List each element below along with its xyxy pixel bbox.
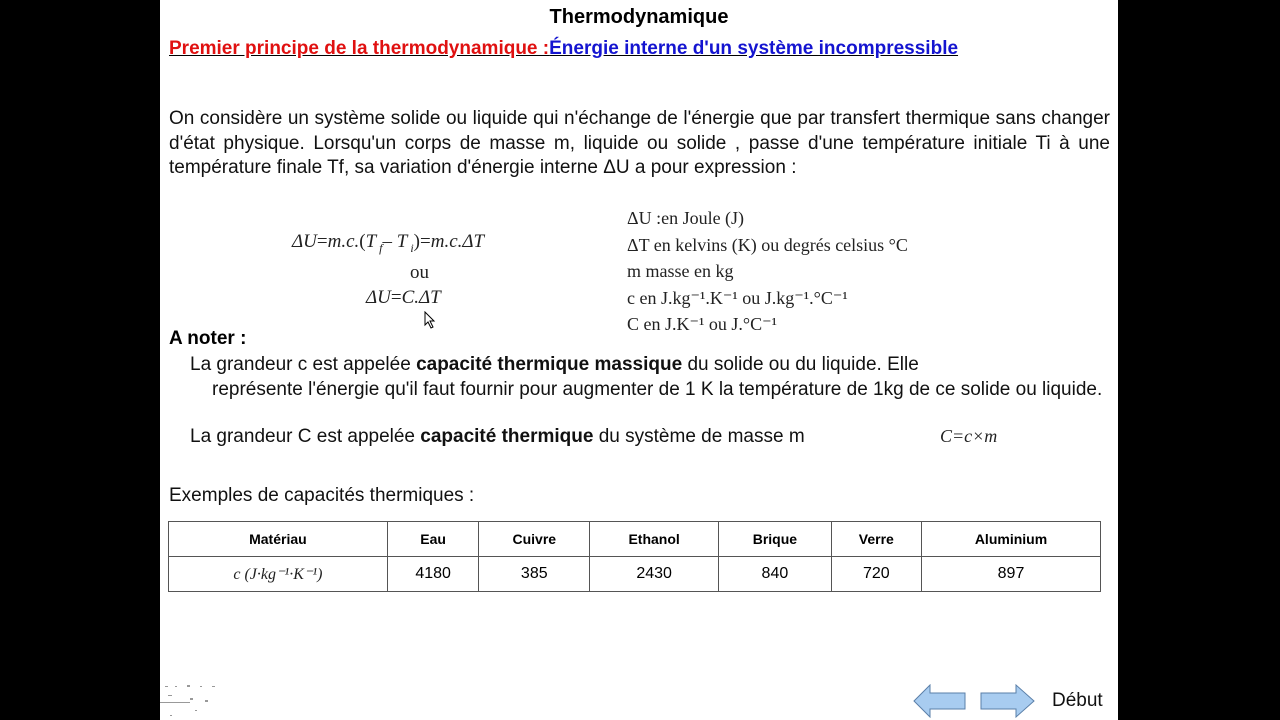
note1-continuation: représente l'énergie qu'il faut fournir pour augmenter de 1 K la température de 1kg de ce solide ou liquide. — [212, 378, 1103, 400]
value-cell: 385 — [479, 557, 590, 592]
row-label: c (J·kg⁻¹·K⁻¹) — [169, 557, 388, 592]
note-heading: A noter : — [169, 328, 247, 349]
arrow-right-icon[interactable] — [980, 684, 1036, 718]
note2-term: capacité thermique — [420, 426, 594, 447]
decorative-noise — [160, 680, 230, 720]
mouse-cursor-icon — [424, 311, 436, 329]
note2-text-end: du système de masse m — [593, 426, 805, 447]
value-cell: 4180 — [387, 557, 479, 592]
unit-delta-u: ΔU :en Joule (J) — [627, 208, 745, 228]
value-cell: 840 — [719, 557, 831, 592]
formula-delta-u-c: ΔU=C.ΔT — [366, 287, 441, 308]
note-thermal-capacity — [190, 426, 805, 448]
header-cell: Brique — [719, 522, 831, 557]
note2-text: La grandeur C est appelée — [190, 426, 421, 447]
note1-text: La grandeur c est appelée — [190, 354, 417, 375]
intro-paragraph: On considère un système solide ou liquide qui n'échange de l'énergie que par transfert thermique sans changer d'état physique. Lorsqu'un corps de masse m, liquide ou solide , passe d'une température initiale Ti à une température finale Tf, sa variation d'énergie interne ΔU a pour expression : — [169, 108, 1110, 178]
header-cell: Matériau — [169, 522, 388, 557]
header-cell: Ethanol — [590, 522, 719, 557]
formula-c-equals-cm: C=c×m — [940, 426, 998, 446]
arrow-left-icon[interactable] — [913, 684, 967, 718]
slide — [160, 0, 1118, 720]
note-massic-capacity — [190, 353, 1110, 402]
unit-c-capacity: C en J.K⁻¹ ou J.°C⁻¹ — [627, 314, 778, 334]
note1-text-end: du solide ou du liquide. Elle — [682, 354, 919, 375]
slide-title: Thermodynamique — [549, 6, 729, 28]
units-list — [627, 205, 908, 338]
header-cell: Aluminium — [921, 522, 1100, 557]
subtitle-topic: Énergie interne d'un système incompressible — [549, 38, 959, 59]
unit-c-massique: c en J.kg⁻¹.K⁻¹ ou J.kg⁻¹.°C⁻¹ — [627, 287, 848, 308]
unit-delta-t: ΔT en kelvins (K) ou degrés celsius °C — [627, 234, 908, 255]
header-cell: Eau — [387, 522, 479, 557]
table-row — [169, 557, 1101, 592]
header-cell: Cuivre — [479, 522, 590, 557]
examples-label: Exemples de capacités thermiques : — [169, 485, 475, 506]
subtitle-principle: Premier principe de la thermodynamique : — [169, 38, 550, 59]
value-cell: 2430 — [590, 557, 719, 592]
note1-term: capacité thermique massique — [416, 354, 683, 375]
formula-or: ou — [410, 262, 429, 283]
formula-delta-u-mc: ΔU=m.c.(T $_f$– T $_i$)=m.c.ΔT — [292, 231, 485, 255]
value-cell: 897 — [921, 557, 1100, 592]
table-header-row — [169, 522, 1101, 557]
unit-mass: m masse en kg — [627, 261, 734, 281]
home-link[interactable]: Début — [1052, 690, 1103, 711]
capacity-table — [168, 521, 1101, 592]
slide-subtitle — [169, 38, 958, 60]
value-cell: 720 — [831, 557, 921, 592]
header-cell: Verre — [831, 522, 921, 557]
